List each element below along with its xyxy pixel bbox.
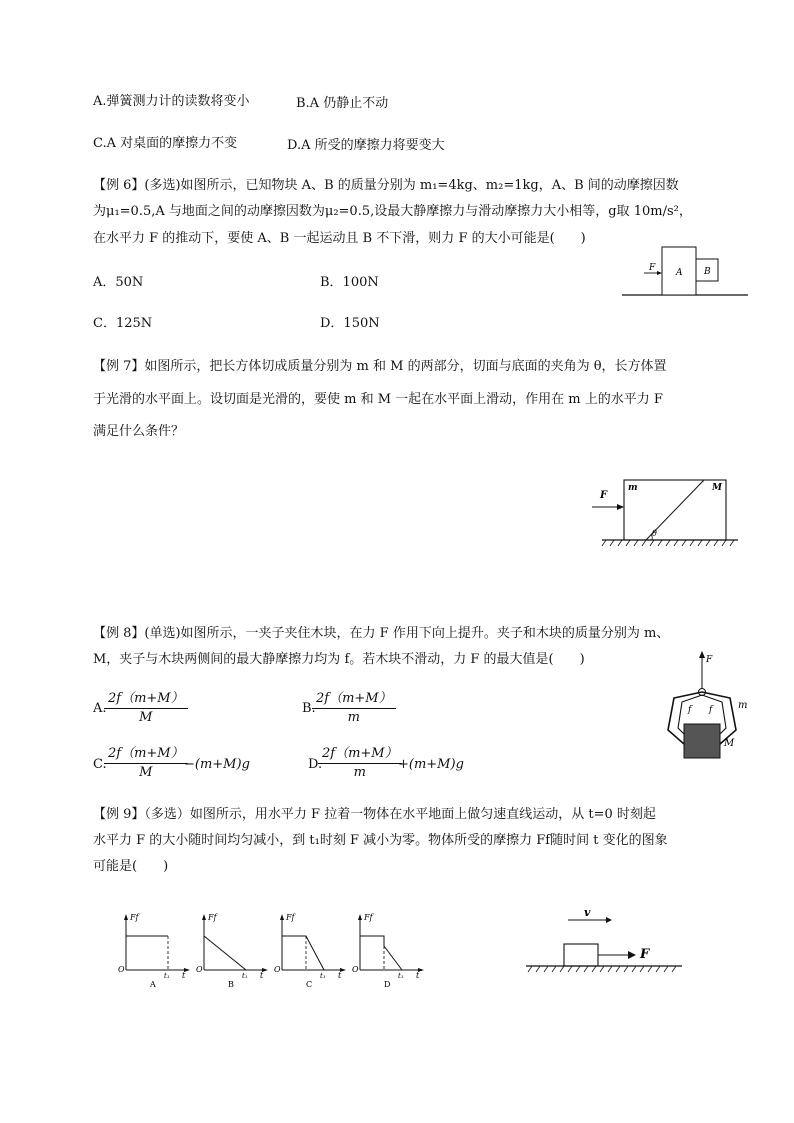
- q5-option-a: A.弹簧测力计的读数将变小: [93, 94, 250, 109]
- ex7-line2: 于光滑的水平面上。设切面是光滑的，要使 m 和 M 一起在水平面上滑动，作用在 m 上的水平力 F: [93, 392, 663, 407]
- ex6-option-c: C．125N: [93, 316, 153, 331]
- ex8-option-d-numerator: 2f（m+M）: [318, 745, 402, 764]
- ex9-graph-d-label: D: [384, 980, 391, 989]
- ex8-option-b-label: B.: [302, 701, 316, 716]
- ex9-line1: 【例 9】（多选）如图所示，用水平力 F 拉着一物体在水平地面上做匀速直线运动，从 t=0 时刻起: [93, 807, 656, 822]
- ex9-graph-d-t1: t₁: [398, 972, 404, 980]
- ex9-graph-c: [272, 910, 348, 990]
- ex9-block: [564, 944, 598, 966]
- ex8-option-d-fraction: [318, 745, 402, 782]
- ex9-velocity-label: v: [584, 906, 591, 919]
- ex9-line2: 水平力 F 的大小随时间均匀减小，到 t₁时刻 F 减小为零。物体所受的摩擦力 Ff随时间 t 变化的图象: [93, 833, 668, 848]
- ex7-M-label: M: [712, 483, 722, 493]
- ex7-figure: [588, 474, 740, 550]
- ex8-option-b-fraction: [312, 690, 396, 727]
- ex9-force-label: F: [640, 947, 650, 962]
- ex9-graph-a-t-label: t: [182, 971, 186, 980]
- ex8-m-label: m: [738, 700, 748, 711]
- ex9-graph-c-label: C: [306, 980, 313, 989]
- ex8-option-c-numerator: 2f（m+M）: [104, 745, 188, 764]
- ex9-graph-b-t1: t₁: [242, 972, 248, 980]
- ex9-graph-d-origin: O: [352, 965, 359, 974]
- ex8-option-a-fraction: [104, 690, 188, 727]
- ex9-graph-d-t-label: t: [416, 971, 420, 980]
- ex9-graph-b-origin: O: [196, 965, 203, 974]
- ex9-graph-b-label: B: [228, 980, 234, 989]
- ex7-theta-label: θ: [652, 529, 657, 538]
- ex8-line2: M，夹子与木块两侧间的最大静摩擦力均为 f。若木块不滑动，力 F 的最大值是( ): [93, 652, 585, 667]
- ex9-graph-a-y-label: Ff: [130, 913, 139, 922]
- ex9-graph-b-t-label: t: [260, 971, 264, 980]
- q5-option-c: C.A 对桌面的摩擦力不变: [93, 136, 238, 151]
- ex8-option-a-denominator: M: [139, 710, 153, 725]
- ex7-line1: 【例 7】如图所示，把长方体切成质量分别为 m 和 M 的两部分，切面与底面的夹角为 θ，长方体置: [93, 359, 667, 374]
- ex9-graph-c-y-label: Ff: [286, 913, 295, 922]
- ex9-graph-b-y-label: Ff: [208, 913, 217, 922]
- ex9-graph-d-y-label: Ff: [364, 913, 373, 922]
- ex7-m-label: m: [628, 483, 638, 493]
- ex8-option-d-tail: +(m+M)g: [398, 757, 464, 772]
- ex8-line1: 【例 8】(单选)如图所示，一夹子夹住木块，在力 F 作用下向上提升。夹子和木块的质量分别为 m、: [93, 626, 670, 641]
- ex8-f-left-label: f: [688, 705, 692, 715]
- ex9-graph-c-t1: t₁: [320, 972, 326, 980]
- ex8-block: [684, 724, 720, 758]
- ex9-graph-c-t-label: t: [338, 971, 342, 980]
- ex7-line3: 满足什么条件？: [93, 424, 185, 439]
- ex8-figure: [660, 648, 760, 768]
- ex6-force-label: F: [649, 263, 656, 273]
- ex8-option-d-label: D.: [308, 757, 323, 772]
- ex9-graph-d: [350, 910, 426, 990]
- ex8-option-c-fraction: [104, 745, 188, 782]
- ex6-a-label: A: [676, 268, 683, 278]
- ex9-graph-a: [116, 910, 192, 990]
- ex6-b-label: B: [704, 267, 711, 277]
- ex8-option-a-label: A.: [93, 701, 107, 716]
- ex8-option-a-numerator: 2f（m+M）: [104, 690, 188, 709]
- ex8-option-c-tail: −(m+M)g: [184, 757, 250, 772]
- ex9-graph-a-origin: O: [118, 965, 125, 974]
- ex9-line3: 可能是( ): [93, 859, 169, 874]
- ex6-line3: 在水平力 F 的推动下，要使 A、B 一起运动且 B 不下滑，则力 F 的大小可能是( ): [93, 231, 586, 246]
- ex6-option-d: D．150N: [320, 316, 380, 331]
- ex8-force-label: F: [706, 655, 713, 665]
- ex8-option-d-denominator: m: [353, 765, 366, 780]
- ex6-option-b: B．100N: [320, 275, 379, 290]
- ex8-f-right-label: f: [709, 705, 713, 715]
- ex8-M-label: M: [724, 738, 735, 749]
- ex9-graph-a-label: A: [150, 980, 156, 989]
- ex8-option-c-label: C.: [93, 757, 107, 772]
- q5-option-d: D.A 所受的摩擦力将要变大: [287, 138, 445, 153]
- ex9-graph-c-origin: O: [274, 965, 281, 974]
- ex9-block-figure: [522, 904, 688, 980]
- ex7-force-label: F: [600, 490, 608, 501]
- ex6-figure: [620, 240, 750, 302]
- ex6-option-a: A．50N: [93, 275, 144, 290]
- ex6-line1: 【例 6】(多选)如图所示，已知物块 A、B 的质量分别为 m₁=4kg、m₂=1kg，A、B 间的动摩擦因数: [93, 178, 679, 193]
- ex8-option-b-denominator: m: [347, 710, 360, 725]
- ex6-line2: 为μ₁=0.5,A 与地面之间的动摩擦因数为μ₂=0.5,设最大静摩擦力与滑动摩擦力大小相等，g取 10m/s²，: [93, 204, 692, 219]
- q5-option-b: B.A 仍静止不动: [296, 96, 389, 111]
- ex9-graph-b: [194, 910, 270, 990]
- ex8-option-c-denominator: M: [139, 765, 153, 780]
- ex9-graph-a-t1: t₁: [164, 972, 170, 980]
- ex8-option-b-numerator: 2f（m+M）: [312, 690, 396, 709]
